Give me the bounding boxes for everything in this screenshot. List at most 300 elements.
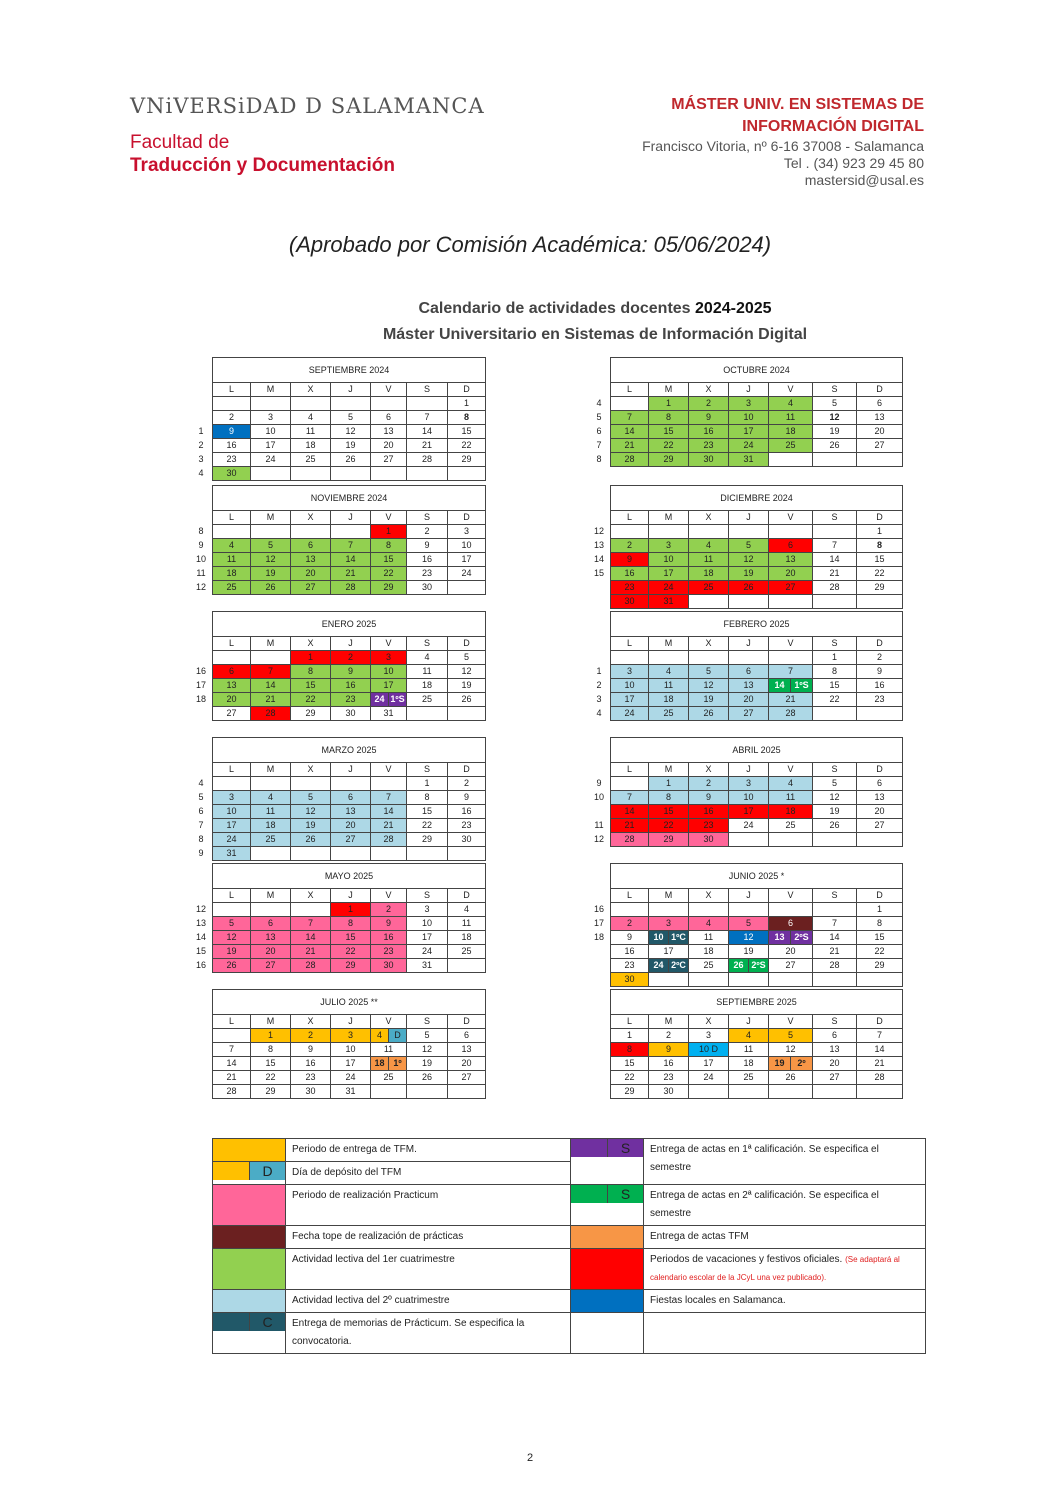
day-cell: 2 bbox=[371, 903, 407, 917]
day-cell: 29 bbox=[649, 453, 689, 467]
week-number bbox=[588, 1085, 611, 1099]
weekday-header: X bbox=[689, 889, 729, 903]
weekday-header: D bbox=[448, 1015, 486, 1029]
day-cell: 4 D bbox=[371, 1029, 407, 1043]
weekday-header: S bbox=[813, 383, 857, 397]
day-cell bbox=[448, 847, 486, 861]
day-cell bbox=[611, 525, 649, 539]
day-cell: 23 bbox=[448, 819, 486, 833]
day-cell: 20 bbox=[857, 805, 903, 819]
day-cell: 12 bbox=[813, 411, 857, 425]
day-cell: 4 bbox=[407, 651, 448, 665]
day-cell: 28 bbox=[407, 453, 448, 467]
week-number: 16 bbox=[195, 960, 206, 970]
day-cell bbox=[813, 453, 857, 467]
day-cell: 12 bbox=[213, 931, 251, 945]
day-cell bbox=[371, 777, 407, 791]
day-cell: 28 bbox=[813, 581, 857, 595]
day-cell: 3 bbox=[407, 903, 448, 917]
day-cell: 17 bbox=[407, 931, 448, 945]
day-cell: 26 bbox=[769, 1071, 813, 1085]
day-cell: 9 bbox=[689, 411, 729, 425]
day-cell: 11 bbox=[729, 1043, 769, 1057]
weekday-header: S bbox=[813, 889, 857, 903]
day-cell: 27 bbox=[729, 707, 769, 721]
day-cell: 6 bbox=[769, 539, 813, 553]
day-cell: 28 bbox=[857, 1071, 903, 1085]
weekday-header: J bbox=[729, 763, 769, 777]
day-cell: 9 bbox=[291, 1043, 331, 1057]
day-cell bbox=[769, 651, 813, 665]
day-cell: 24 bbox=[213, 833, 251, 847]
day-cell: 15 bbox=[649, 805, 689, 819]
day-cell: 15 bbox=[448, 425, 486, 439]
weekday-header: J bbox=[729, 889, 769, 903]
day-cell: 2 bbox=[331, 651, 371, 665]
day-cell bbox=[729, 595, 769, 609]
month-title: SEPTIEMBRE 2024 bbox=[213, 358, 486, 383]
day-cell: 9 bbox=[371, 917, 407, 931]
day-cell: 27 bbox=[857, 819, 903, 833]
day-cell: 23 bbox=[213, 453, 251, 467]
day-cell: 30 bbox=[407, 581, 448, 595]
day-cell: 24 bbox=[649, 581, 689, 595]
weekday-header: S bbox=[407, 763, 448, 777]
day-cell bbox=[649, 973, 689, 987]
day-cell: 26 bbox=[213, 959, 251, 973]
day-cell: 16 bbox=[331, 679, 371, 693]
day-cell: 4 bbox=[689, 917, 729, 931]
weekday-header: M bbox=[649, 889, 689, 903]
day-cell: 1 bbox=[407, 777, 448, 791]
week-number: 15 bbox=[593, 568, 604, 578]
week-number: 18 bbox=[593, 932, 604, 942]
day-cell: 26 bbox=[331, 453, 371, 467]
day-cell: 13 bbox=[371, 425, 407, 439]
day-cell: 24 1ºS bbox=[371, 693, 407, 707]
day-cell: 28 bbox=[291, 959, 331, 973]
day-cell: 30 bbox=[213, 467, 251, 481]
day-cell: 2 bbox=[689, 777, 729, 791]
day-cell: 13 bbox=[857, 791, 903, 805]
day-cell: 26 bbox=[813, 819, 857, 833]
weekday-header: S bbox=[813, 511, 857, 525]
day-cell: 3 bbox=[649, 539, 689, 553]
legend-letter: S bbox=[608, 1185, 643, 1203]
day-cell: 28 bbox=[611, 833, 649, 847]
legend-text: Día de depósito del TFM bbox=[286, 1162, 571, 1185]
day-cell: 19 2º bbox=[769, 1057, 813, 1071]
day-cell: 14 bbox=[213, 1057, 251, 1071]
month-title: MAYO 2025 bbox=[213, 864, 486, 889]
weekday-header: L bbox=[611, 511, 649, 525]
day-cell: 3 bbox=[611, 665, 649, 679]
week-number: 9 bbox=[198, 848, 204, 858]
weekday-header: S bbox=[407, 511, 448, 525]
weekday-header: V bbox=[371, 763, 407, 777]
weekday-header: M bbox=[251, 383, 291, 397]
week-number bbox=[190, 1029, 213, 1043]
day-cell: 29 bbox=[857, 959, 903, 973]
week-number: 10 bbox=[195, 554, 206, 564]
day-cell: 9 bbox=[857, 665, 903, 679]
day-cell: 18 bbox=[448, 931, 486, 945]
month-title: FEBRERO 2025 bbox=[611, 612, 903, 637]
day-cell: 12 bbox=[689, 679, 729, 693]
day-cell bbox=[769, 453, 813, 467]
day-cell bbox=[769, 833, 813, 847]
weekday-header: X bbox=[291, 763, 331, 777]
week-number: 12 bbox=[593, 526, 604, 536]
day-cell bbox=[729, 903, 769, 917]
day-cell bbox=[213, 903, 251, 917]
day-cell: 15 bbox=[331, 931, 371, 945]
day-cell: 2 bbox=[291, 1029, 331, 1043]
day-cell: 1 bbox=[649, 397, 689, 411]
day-cell: 28 bbox=[769, 707, 813, 721]
day-cell bbox=[729, 973, 769, 987]
day-cell: 26 bbox=[291, 833, 331, 847]
weekday-header: M bbox=[649, 637, 689, 651]
page-number: 2 bbox=[526, 1452, 534, 1464]
weekday-header: V bbox=[371, 511, 407, 525]
weekday-header: J bbox=[331, 763, 371, 777]
weekday-header: M bbox=[649, 763, 689, 777]
day-cell: 10 D bbox=[689, 1043, 729, 1057]
day-cell: 25 bbox=[729, 1071, 769, 1085]
day-cell bbox=[729, 525, 769, 539]
week-number bbox=[588, 1071, 611, 1085]
day-cell bbox=[251, 903, 291, 917]
day-cell: 8 bbox=[371, 539, 407, 553]
day-cell: 5 bbox=[813, 397, 857, 411]
day-cell bbox=[448, 959, 486, 973]
address: Francisco Vitoria, nº 6-16 37008 - Salamanca bbox=[642, 138, 924, 154]
day-cell bbox=[371, 1085, 407, 1099]
day-cell: 21 bbox=[407, 439, 448, 453]
day-cell: 16 bbox=[213, 439, 251, 453]
weekday-header: L bbox=[611, 763, 649, 777]
weekday-header: V bbox=[371, 383, 407, 397]
day-cell bbox=[213, 397, 251, 411]
day-cell: 11 bbox=[689, 553, 729, 567]
day-cell: 20 bbox=[729, 693, 769, 707]
day-cell: 5 bbox=[251, 539, 291, 553]
month-calendar bbox=[588, 611, 903, 721]
weekday-header: X bbox=[291, 1015, 331, 1029]
day-cell: 3 bbox=[371, 651, 407, 665]
day-cell: 19 bbox=[291, 819, 331, 833]
day-cell bbox=[407, 1085, 448, 1099]
week-number: 14 bbox=[593, 554, 604, 564]
day-cell: 13 bbox=[291, 553, 331, 567]
day-cell: 28 bbox=[251, 707, 291, 721]
week-number bbox=[190, 1043, 213, 1057]
day-cell: 5 bbox=[769, 1029, 813, 1043]
day-cell: 25 bbox=[769, 439, 813, 453]
legend-table bbox=[212, 1138, 926, 1354]
day-cell: 15 bbox=[813, 679, 857, 693]
week-number: 9 bbox=[596, 778, 602, 788]
day-cell: 20 bbox=[213, 693, 251, 707]
day-cell: 29 bbox=[649, 833, 689, 847]
day-cell: 8 bbox=[407, 791, 448, 805]
week-number: 14 bbox=[195, 932, 206, 942]
day-cell: 11 bbox=[448, 917, 486, 931]
day-cell: 13 bbox=[213, 679, 251, 693]
day-cell: 12 bbox=[331, 425, 371, 439]
day-cell: 2 bbox=[857, 651, 903, 665]
week-number bbox=[588, 1057, 611, 1071]
day-cell: 14 bbox=[611, 425, 649, 439]
day-cell: 14 bbox=[251, 679, 291, 693]
month-title: ENERO 2025 bbox=[213, 612, 486, 637]
day-cell: 2 bbox=[649, 1029, 689, 1043]
day-cell bbox=[213, 651, 251, 665]
day-cell: 23 bbox=[857, 693, 903, 707]
weekday-header: S bbox=[813, 637, 857, 651]
day-cell: 17 bbox=[689, 1057, 729, 1071]
faculty-line1: Facultad de bbox=[130, 132, 230, 153]
day-cell: 15 bbox=[611, 1057, 649, 1071]
day-cell bbox=[857, 833, 903, 847]
weekday-header: V bbox=[769, 511, 813, 525]
day-cell bbox=[689, 903, 729, 917]
weekday-header: V bbox=[769, 889, 813, 903]
day-cell: 30 bbox=[291, 1085, 331, 1099]
day-cell: 16 bbox=[291, 1057, 331, 1071]
day-cell: 16 bbox=[689, 805, 729, 819]
day-cell: 14 bbox=[331, 553, 371, 567]
day-cell: 8 bbox=[813, 665, 857, 679]
day-cell: 22 bbox=[611, 1071, 649, 1085]
day-cell: 23 bbox=[689, 439, 729, 453]
day-cell: 28 bbox=[611, 453, 649, 467]
day-cell: 3 bbox=[213, 791, 251, 805]
week-number: 11 bbox=[196, 568, 206, 578]
day-cell: 22 bbox=[813, 693, 857, 707]
day-cell bbox=[251, 467, 291, 481]
month-calendar bbox=[190, 863, 486, 973]
day-cell: 5 bbox=[813, 777, 857, 791]
day-cell: 25 bbox=[448, 945, 486, 959]
day-cell bbox=[769, 973, 813, 987]
week-number: 13 bbox=[593, 540, 604, 550]
day-cell: 7 bbox=[813, 539, 857, 553]
weekday-header: V bbox=[371, 637, 407, 651]
day-cell: 10 bbox=[611, 679, 649, 693]
weekday-header: M bbox=[251, 511, 291, 525]
day-cell: 29 bbox=[291, 707, 331, 721]
legend-text-main: Periodos de vacaciones y festivos oficiales. bbox=[650, 1254, 843, 1265]
weekday-header: D bbox=[857, 383, 903, 397]
day-cell: 28 bbox=[813, 959, 857, 973]
day-cell: 8 bbox=[331, 917, 371, 931]
day-cell: 14 bbox=[407, 425, 448, 439]
day-cell: 9 bbox=[611, 553, 649, 567]
day-cell: 15 bbox=[857, 553, 903, 567]
day-cell: 7 bbox=[611, 791, 649, 805]
day-cell: 30 bbox=[689, 833, 729, 847]
day-cell: 13 bbox=[331, 805, 371, 819]
weekday-header: V bbox=[769, 637, 813, 651]
day-cell: 7 bbox=[769, 665, 813, 679]
weekday-header: L bbox=[213, 763, 251, 777]
day-cell: 29 bbox=[331, 959, 371, 973]
day-cell bbox=[813, 903, 857, 917]
day-cell bbox=[857, 707, 903, 721]
day-cell: 21 bbox=[769, 693, 813, 707]
week-number: 8 bbox=[198, 526, 204, 536]
week-number bbox=[190, 397, 213, 411]
week-number: 8 bbox=[596, 454, 602, 464]
day-cell: 22 bbox=[251, 1071, 291, 1085]
day-cell: 25 bbox=[649, 707, 689, 721]
week-number: 12 bbox=[195, 582, 206, 592]
day-cell: 5 bbox=[729, 539, 769, 553]
day-cell: 17 bbox=[649, 567, 689, 581]
day-cell: 30 bbox=[331, 707, 371, 721]
weekday-header: L bbox=[611, 889, 649, 903]
day-cell: 25 bbox=[769, 819, 813, 833]
day-cell: 30 bbox=[611, 973, 649, 987]
day-cell: 12 bbox=[448, 665, 486, 679]
day-cell: 26 bbox=[689, 707, 729, 721]
day-cell: 16 bbox=[611, 567, 649, 581]
day-cell: 30 bbox=[371, 959, 407, 973]
day-cell: 16 bbox=[371, 931, 407, 945]
day-cell: 9 bbox=[407, 539, 448, 553]
week-number: 1 bbox=[198, 426, 204, 436]
day-cell bbox=[689, 595, 729, 609]
day-cell: 27 bbox=[769, 959, 813, 973]
day-cell bbox=[611, 397, 649, 411]
day-cell: 5 bbox=[291, 791, 331, 805]
day-cell bbox=[729, 1085, 769, 1099]
week-number bbox=[588, 1043, 611, 1057]
day-cell: 1 bbox=[448, 397, 486, 411]
day-cell bbox=[371, 397, 407, 411]
week-number: 4 bbox=[198, 778, 204, 788]
day-cell: 28 bbox=[213, 1085, 251, 1099]
day-cell: 24 bbox=[251, 453, 291, 467]
day-cell bbox=[213, 525, 251, 539]
day-cell bbox=[689, 973, 729, 987]
weekday-header: J bbox=[729, 511, 769, 525]
day-cell: 14 bbox=[813, 553, 857, 567]
day-cell: 4 bbox=[689, 539, 729, 553]
day-cell: 21 bbox=[857, 1057, 903, 1071]
day-cell: 7 bbox=[251, 665, 291, 679]
day-cell: 8 bbox=[857, 539, 903, 553]
day-cell: 22 bbox=[291, 693, 331, 707]
day-cell: 4 bbox=[729, 1029, 769, 1043]
day-cell bbox=[769, 525, 813, 539]
day-cell: 16 bbox=[649, 1057, 689, 1071]
week-number: 4 bbox=[198, 468, 204, 478]
faculty-line2: Traducción y Documentación bbox=[130, 155, 395, 176]
day-cell: 4 bbox=[769, 777, 813, 791]
day-cell: 18 bbox=[291, 439, 331, 453]
week-number: 10 bbox=[593, 792, 604, 802]
day-cell: 6 bbox=[448, 1029, 486, 1043]
day-cell: 19 bbox=[729, 945, 769, 959]
day-cell: 21 bbox=[251, 693, 291, 707]
day-cell: 24 bbox=[407, 945, 448, 959]
weekday-header: D bbox=[448, 511, 486, 525]
day-cell: 2 bbox=[213, 411, 251, 425]
day-cell bbox=[813, 595, 857, 609]
day-cell: 11 bbox=[769, 791, 813, 805]
day-cell: 16 bbox=[407, 553, 448, 567]
weekday-header: M bbox=[649, 511, 689, 525]
day-cell: 1 bbox=[611, 1029, 649, 1043]
weekday-header: J bbox=[331, 383, 371, 397]
day-cell: 2 bbox=[407, 525, 448, 539]
day-cell: 16 bbox=[857, 679, 903, 693]
day-cell: 20 bbox=[371, 439, 407, 453]
day-cell bbox=[611, 777, 649, 791]
day-cell: 7 bbox=[857, 1029, 903, 1043]
day-cell: 29 bbox=[611, 1085, 649, 1099]
day-cell: 19 bbox=[331, 439, 371, 453]
day-cell: 18 bbox=[251, 819, 291, 833]
weekday-header: M bbox=[251, 889, 291, 903]
day-cell: 18 bbox=[649, 693, 689, 707]
month-title: SEPTIEMBRE 2025 bbox=[611, 990, 903, 1015]
day-cell: 8 bbox=[649, 791, 689, 805]
day-cell bbox=[407, 467, 448, 481]
weekday-header: X bbox=[689, 383, 729, 397]
day-cell: 6 bbox=[857, 777, 903, 791]
day-cell bbox=[689, 651, 729, 665]
day-cell: 1 bbox=[857, 903, 903, 917]
week-number: 16 bbox=[593, 904, 604, 914]
legend-letter: S bbox=[608, 1139, 643, 1157]
weekday-header: D bbox=[857, 1015, 903, 1029]
month-calendar bbox=[588, 485, 903, 609]
day-cell: 3 bbox=[251, 411, 291, 425]
week-number bbox=[588, 805, 611, 819]
day-cell: 17 bbox=[611, 693, 649, 707]
day-cell bbox=[331, 397, 371, 411]
day-cell: 18 1º bbox=[371, 1057, 407, 1071]
day-cell bbox=[251, 397, 291, 411]
day-cell: 1 bbox=[371, 525, 407, 539]
day-cell: 25 bbox=[689, 581, 729, 595]
week-number bbox=[588, 959, 611, 973]
week-number bbox=[588, 945, 611, 959]
day-cell: 5 bbox=[689, 665, 729, 679]
week-number bbox=[190, 651, 213, 665]
program-line2: INFORMACIÓN DIGITAL bbox=[742, 118, 924, 135]
day-cell: 3 bbox=[729, 397, 769, 411]
day-cell: 19 bbox=[407, 1057, 448, 1071]
day-cell: 26 2ºS bbox=[729, 959, 769, 973]
legend-text: Entrega de actas TFM bbox=[644, 1226, 926, 1249]
day-cell: 13 bbox=[251, 931, 291, 945]
day-cell bbox=[213, 1029, 251, 1043]
week-number bbox=[190, 707, 213, 721]
day-cell: 22 bbox=[407, 819, 448, 833]
day-cell: 11 bbox=[649, 679, 689, 693]
day-cell: 25 bbox=[213, 581, 251, 595]
day-cell: 7 bbox=[407, 411, 448, 425]
month-title: MARZO 2025 bbox=[213, 738, 486, 763]
day-cell bbox=[448, 581, 486, 595]
weekday-header: J bbox=[331, 511, 371, 525]
week-number: 16 bbox=[195, 666, 206, 676]
